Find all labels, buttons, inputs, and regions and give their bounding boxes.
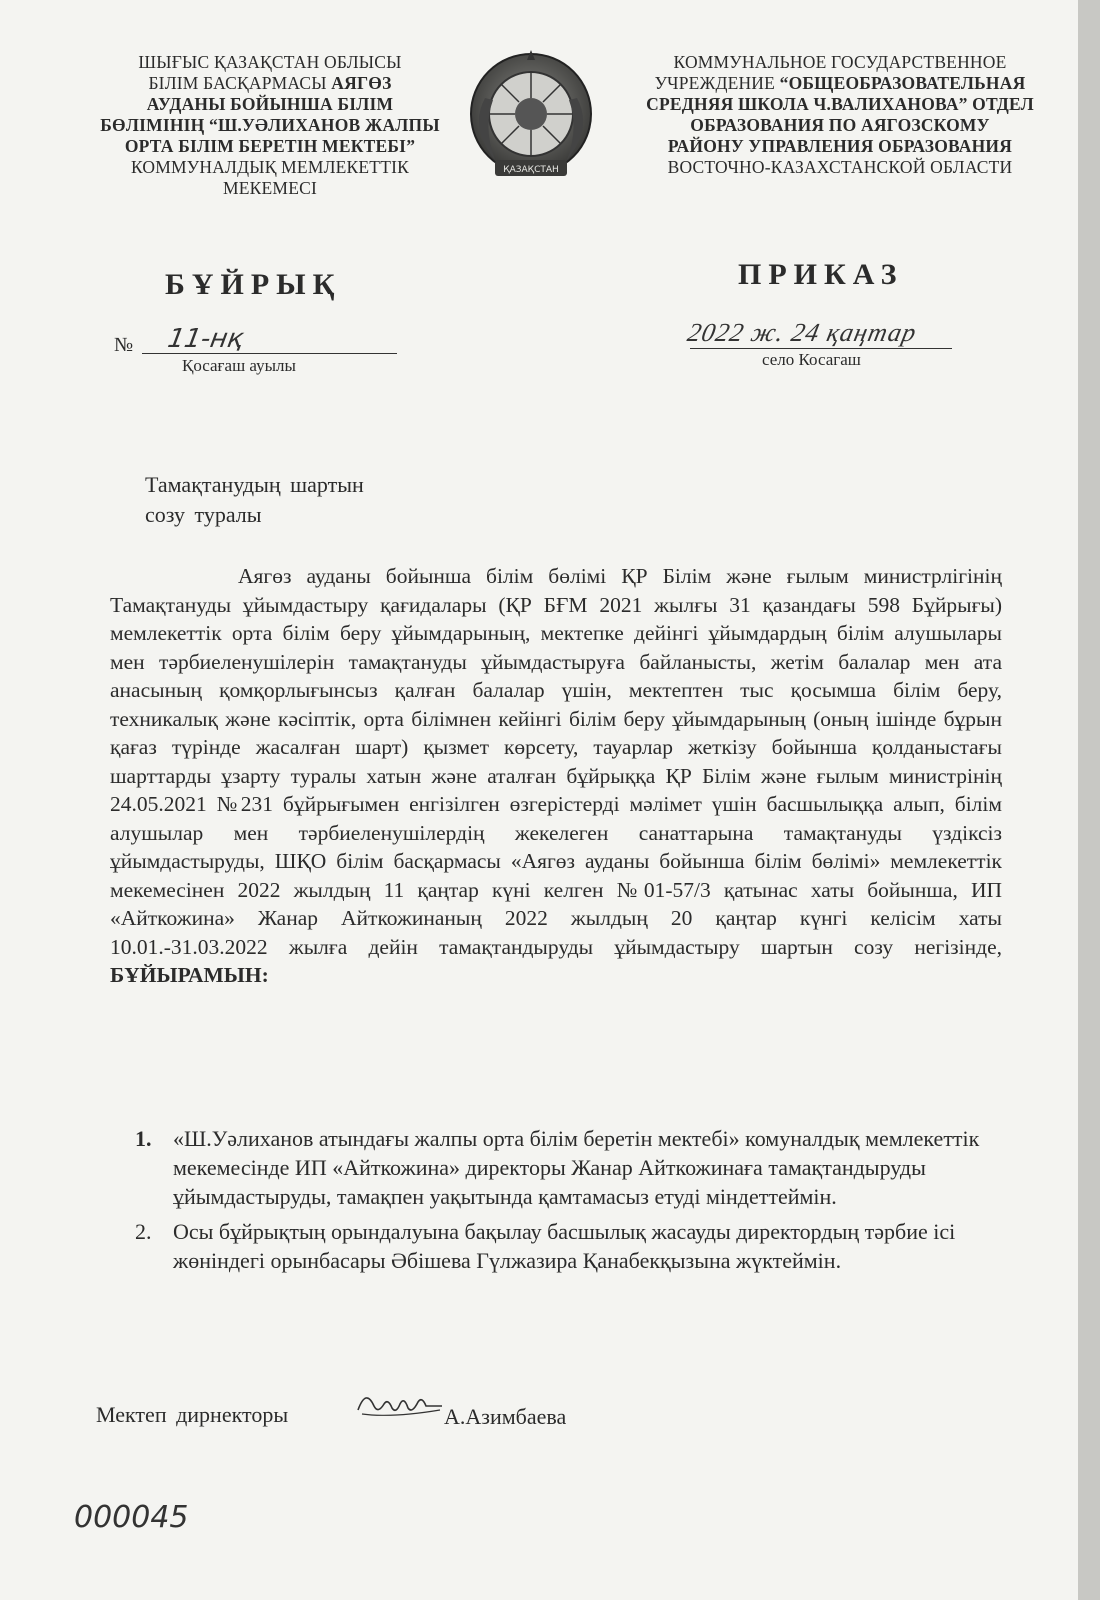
header-line: ОРТА БІЛІМ БЕРЕТІН МЕКТЕБІ” [124,136,416,156]
order-item-number: 2. [135,1219,152,1244]
serial-number: 000045 [74,1500,189,1535]
title-russian: ПРИКАЗ [738,258,904,291]
place-russian: село Косагаш [762,350,861,369]
order-subject [145,470,364,530]
order-item [135,1217,995,1275]
header-line: АУДАНЫ БОЙЫНША БІЛІМ [146,94,394,114]
header-line: ШЫҒЫС ҚАЗАҚСТАН ОБЛЫСЫ [138,52,402,72]
header-line: ВОСТОЧНО-КАЗАХСТАНСКОЙ ОБЛАСТИ [667,157,1013,177]
header-russian [630,52,1050,178]
header-line: РАЙОНУ УПРАВЛЕНИЯ ОБРАЗОВАНИЯ [667,136,1013,156]
order-list [135,1124,995,1281]
signatory-name: А.Азимбаева [444,1404,567,1429]
body-text: Аягөз ауданы бойынша білім бөлімі ҚР Білім және ғылым министрлігінің Тамақтануды ұйымдастыру қағидалары (ҚР БҒМ 2021 жылғы 31 қазандағы 598 Бұйрығы) мемлекеттік орта білім беру ұйымдарының, мектепке дейінгі ұйымдардың білім алушылары мен тәрбиеленушілерін тамақтануды ұйымдастыруға байланысты, жетім балалар мен ата анасының қомқорлығынсыз қалған балалар үшін, мектептен тыс қосымша білім беру, техникалық және кәсіптік, орта білімнен кейінгі білім беру ұйымдарының (оның ішінде бұрын қағаз түрінде жасалған шарт) қызмет көрсету, тауарлар жеткізу бойынша қолданыстағы шарттарды ұзарту туралы хатын және аталған бұйрыққа ҚР Білім және ғылым министрінің 24.05.2021 №231 бұйрығымен енгізілген өзгерістерді мәлімет үшін басшылыққа алып, білім алушылар мен тәрбиеленушілердің жекелеген санаттарына тамақтануды үздіксіз ұйымдастыруды, ШҚО білім басқармасы «Аягөз ауданы бойынша білім бөлімі» мемлекеттік мекемесінен 2022 жылдың 11 қаңтар күні келген №01-57/3 қатынас хаты бойынша, ИП «Айткожина» Жанар Айткожинаның 2022 жылдың 20 қаңтар күнгі келісім хаты 10.01.-31.03.2022 жылға дейін тамақтандыруды ұйымдастыру шартын созу негізінде, [110,564,1002,959]
subject-line: Тамақтанудың шартын [145,472,364,497]
order-item-text: Осы бұйрықтың орындалуына бақылау басшылық жасауды директордың тәрбие ісі жөніндегі орынбасары Әбішева Гүлжазира Қанабекқызына жүктеймін. [173,1219,956,1273]
order-body [110,562,1002,990]
handwritten-signature-icon [352,1384,448,1424]
header-line: СРЕДНЯЯ ШКОЛА Ч.ВАЛИХАНОВА” ОТДЕЛ [646,94,1034,114]
header-line: БІЛІМ БАСҚАРМАСЫ АЯГӨЗ [148,73,392,93]
number-label: № [114,334,134,356]
place-kazakh: Қосағаш ауылы [182,356,296,375]
state-emblem-icon [465,48,597,188]
order-item-text: «Ш.Уәлиханов атындағы жалпы орта білім беретін мектебі» комуналдық мемлекеттік мекемесінде ИП «Айткожина» директоры Жанар Айткожинаға тамақтандыруды ұйымдастыруды, тамақпен уақытында қамтамасыз етуді міндеттеймін. [173,1126,980,1209]
header-kazakh [80,52,460,199]
subject-line: созу туралы [145,502,262,527]
header-line: КОММУНАЛДЫҚ МЕМЛЕКЕТТІК [131,157,409,177]
emblem-text: ҚАЗАҚСТАН [503,165,559,175]
background-edge [1078,0,1100,1600]
order-date: 2022 ж. 24 қаңтар [685,318,920,347]
order-item [135,1124,995,1211]
order-number: 11-нқ [165,324,246,354]
header-line: БӨЛІМІНІҢ “Ш.УӘЛИХАНОВ ЖАЛПЫ [100,115,440,135]
header-line: МЕКЕМЕСІ [223,178,317,198]
title-kazakh: БҰЙРЫҚ [165,268,342,301]
signatory-title: Мектеп дирнекторы [96,1402,289,1427]
date-underline [690,348,952,349]
header-line: ОБРАЗОВАНИЯ ПО АЯГОЗСКОМУ [690,115,990,135]
decree-word: БҰЙЫРАМЫН: [110,963,269,987]
header-line: УЧРЕЖДЕНИЕ “ОБЩЕОБРАЗОВАТЕЛЬНАЯ [654,73,1026,93]
order-item-number: 1. [135,1126,152,1151]
header-line: КОММУНАЛЬНОЕ ГОСУДАРСТВЕННОЕ [673,52,1007,72]
